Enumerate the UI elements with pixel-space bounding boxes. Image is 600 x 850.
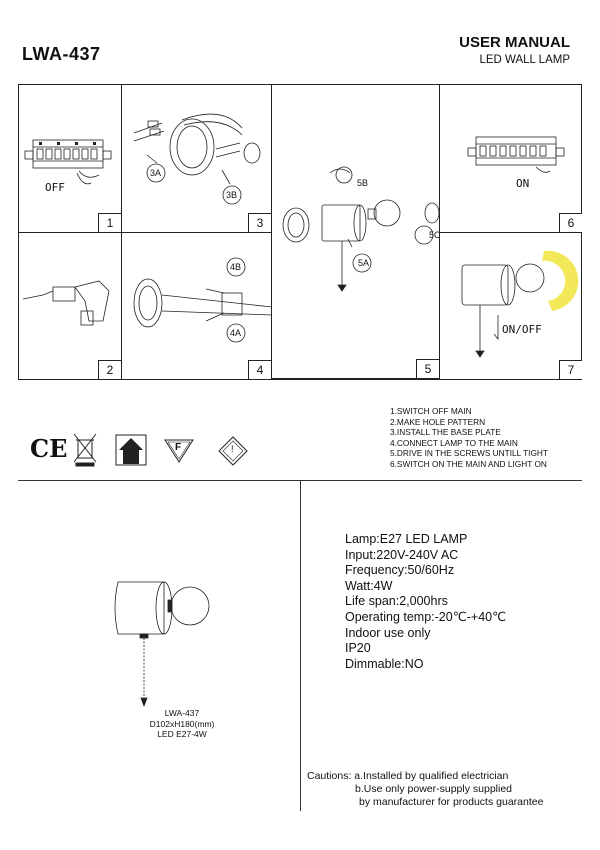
spec-frequency: Frequency:50/60Hz <box>345 563 455 578</box>
lamp-pull-switch-icon <box>440 233 582 379</box>
weee-bin-icon <box>72 432 100 468</box>
cautions <box>307 770 543 809</box>
f-mark-text: F <box>175 442 182 453</box>
spec-operating-temp: Operating temp:-20℃-+40℃ <box>345 609 507 624</box>
ce-mark-icon <box>30 434 67 463</box>
caution-line-2: b.Use only power-supply supplied <box>355 783 513 795</box>
installation-steps <box>390 406 548 470</box>
manual-subtitle: LED WALL LAMP <box>479 54 570 66</box>
specifications <box>345 532 506 672</box>
panel-1 <box>19 85 122 233</box>
panel-number-3: 3 <box>248 213 271 232</box>
product-lamp-illustration <box>110 568 220 708</box>
panel-4 <box>122 233 272 379</box>
spec-dimmable: Dimmable:NO <box>345 656 424 671</box>
on-off-label: ON/OFF <box>502 323 542 336</box>
panel-2 <box>19 233 122 379</box>
callout-3b: 3B <box>226 190 238 200</box>
on-label: ON <box>516 177 530 190</box>
panel-number-5: 5 <box>416 359 439 378</box>
caution-line-1: Cautions: a.Installed by qualified electrician <box>307 770 509 782</box>
panel-number-7: 7 <box>559 360 582 379</box>
panel-number-2: 2 <box>98 360 121 379</box>
caution-line-3: by manufacturer for products guarantee <box>359 796 544 808</box>
off-label: OFF <box>45 181 65 194</box>
breaker-off-icon <box>19 85 122 233</box>
panel-5 <box>272 85 440 379</box>
safety-class-text: ! <box>231 444 234 454</box>
callout-4a: 4A <box>230 328 242 338</box>
step-2: 2.MAKE HOLE PATTERN <box>390 416 486 427</box>
step-4: 4.CONNECT LAMP TO THE MAIN <box>390 437 518 448</box>
callout-5b: 5B <box>357 178 369 188</box>
callout-3a: 3A <box>150 168 162 178</box>
indoor-house-icon <box>115 434 147 466</box>
spec-input: Input:220V-240V AC <box>345 547 459 562</box>
panel-number-4: 4 <box>248 360 271 379</box>
panel-number-6: 6 <box>559 213 582 232</box>
spec-watt: Watt:4W <box>345 578 393 593</box>
callout-5c: 5C <box>429 230 441 240</box>
product-model: LWA-437 <box>164 708 200 718</box>
step-6: 6.SWITCH ON THE MAIN AND LIGHT ON <box>390 458 547 469</box>
installation-diagram-grid <box>18 84 582 380</box>
panel-7 <box>440 233 582 379</box>
callout-5a: 5A <box>358 258 370 268</box>
drill-icon <box>19 233 122 379</box>
panel-6 <box>440 85 582 233</box>
ce-mark-text: CE <box>30 434 68 463</box>
model-number: LWA-437 <box>22 44 101 64</box>
step-5: 5.DRIVE IN THE SCREWS UNTILL TIGHT <box>390 448 548 459</box>
step-3: 3.INSTALL THE BASE PLATE <box>390 427 501 438</box>
spec-life-span: Life span:2,000hrs <box>345 594 448 609</box>
wire-connection-icon <box>122 233 272 379</box>
product-caption <box>142 708 222 740</box>
base-plate-install-icon <box>122 85 272 233</box>
lamp-assembly-icon <box>272 85 440 379</box>
product-dimensions: D102xH180(mm) <box>149 718 215 729</box>
step-1: 1.SWITCH OFF MAIN <box>390 406 472 416</box>
spec-lamp: Lamp:E27 LED LAMP <box>345 532 468 546</box>
spec-indoor: Indoor use only <box>345 625 431 640</box>
panel-3 <box>122 85 272 233</box>
spec-ip: IP20 <box>345 641 371 656</box>
callout-4b: 4B <box>230 262 242 272</box>
panel-number-1: 1 <box>98 213 121 232</box>
manual-title: USER MANUAL <box>459 34 570 51</box>
section-divider-vertical <box>300 481 301 811</box>
product-lamp: LED E27-4W <box>157 729 207 739</box>
breaker-on-icon <box>440 85 582 233</box>
